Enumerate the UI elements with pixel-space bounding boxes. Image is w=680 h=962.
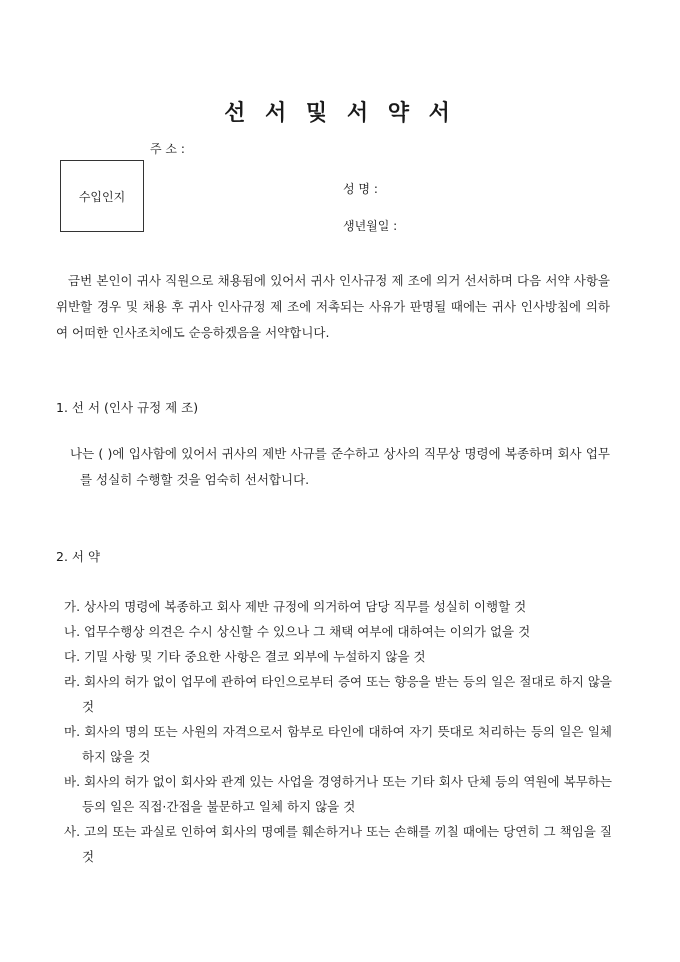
- section-pledge-heading: 2. 서 약: [56, 549, 101, 564]
- pledge-item: 라. 회사의 허가 없이 업무에 관하여 타인으로부터 증여 또는 향응을 받는 등의 일은 절대로 하지 않을 것: [64, 674, 612, 714]
- pledge-item: 나. 업무수행상 의견은 수시 상신할 수 있으나 그 채택 여부에 대하여는 이의가 없을 것: [64, 624, 531, 639]
- birth-date-label: 생년월일 :: [343, 219, 398, 233]
- pledge-item: 다. 기밀 사항 및 기타 중요한 사항은 결코 외부에 누설하지 않을 것: [64, 649, 426, 664]
- pledge-item: 마. 회사의 명의 또는 사원의 자격으로서 함부로 타인에 대하여 자기 뜻대로 처리하는 등의 일은 일체 하지 않을 것: [64, 724, 612, 764]
- intro-paragraph: 금번 본인이 귀사 직원으로 채용됨에 있어서 귀사 인사규정 제 조에 의거 선서하며 다음 서약 사항을 위반할 경우 및 채용 후 귀사 인사규정 제 조에 저촉되는 사유가 판명될 때에는 귀사 인사방침에 의하여 어떠한 인사조치에도 순응하겠음을 서약합니다.: [56, 273, 610, 340]
- document-title: 선 서 및 서 약 서: [224, 100, 456, 126]
- address-label: 주 소 :: [150, 142, 185, 156]
- revenue-stamp-label: 수입인지: [78, 189, 126, 204]
- section-oath-body: 나는 ( )에 입사함에 있어서 귀사의 제반 사규를 준수하고 상사의 직무상 명령에 복종하며 회사 업무를 성실히 수행할 것을 엄숙히 선서합니다.: [70, 446, 610, 487]
- name-label: 성 명 :: [343, 182, 378, 196]
- pledge-item: 사. 고의 또는 과실로 인하여 회사의 명예를 훼손하거나 또는 손해를 끼칠 때에는 당연히 그 책임을 질 것: [64, 824, 612, 864]
- pledge-item: 가. 상사의 명령에 복종하고 회사 제반 규정에 의거하여 담당 직무를 성실히 이행할 것: [64, 599, 527, 614]
- section-oath-heading: 1. 선 서 (인사 규정 제 조): [56, 400, 199, 415]
- pledge-item: 바. 회사의 허가 없이 회사와 관계 있는 사업을 경영하거나 또는 기타 회사 단체 등의 역원에 복무하는 등의 일은 직접·간접을 불문하고 일체 하지 않을 것: [64, 774, 612, 814]
- revenue-stamp-box: [60, 160, 144, 232]
